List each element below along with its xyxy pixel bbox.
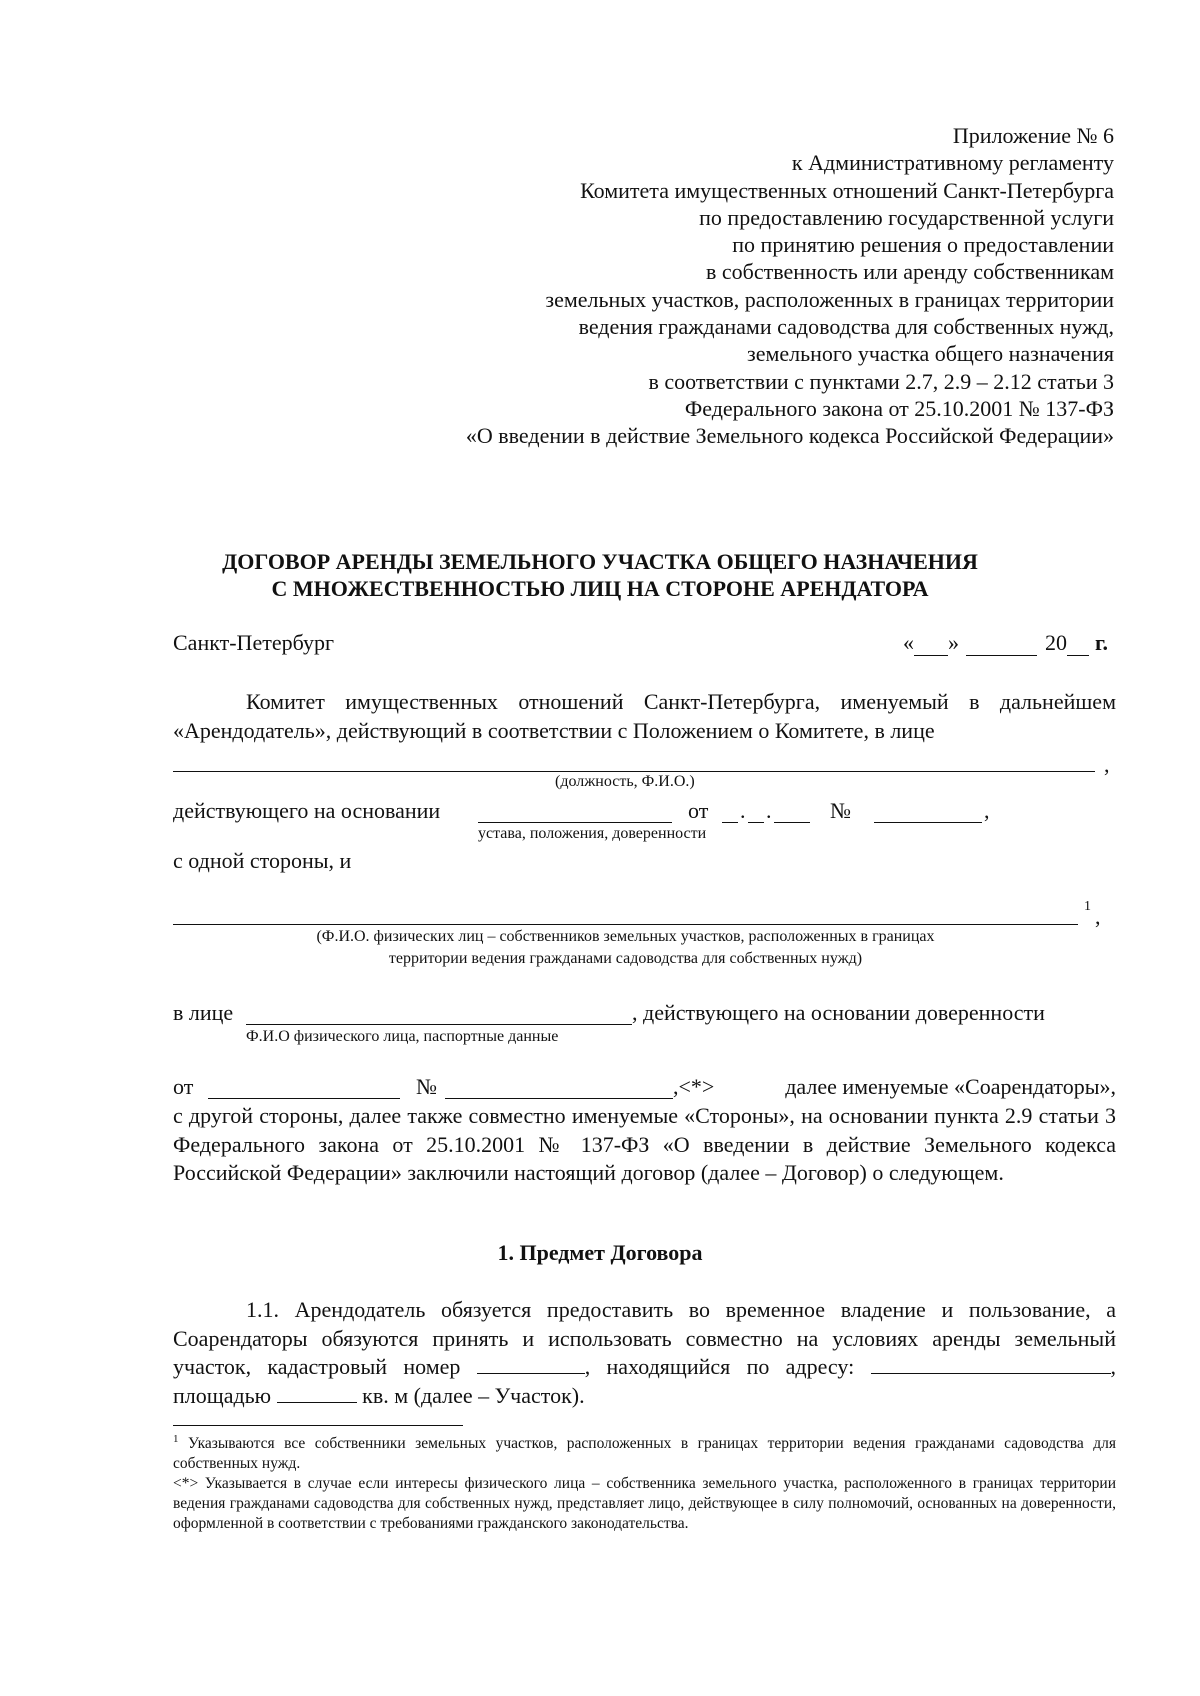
cadastral-number-blank[interactable] [477, 1357, 585, 1374]
basis-month-blank[interactable] [748, 822, 764, 823]
area-blank[interactable] [277, 1386, 357, 1403]
comma: , [984, 798, 990, 823]
clause-1-1 [173, 1296, 1116, 1410]
tenants-label: далее именуемые «Соарендаторы», [785, 1074, 1116, 1099]
header-line: Федерального закона от 25.10.2001 № 137-ФЗ [684, 395, 1114, 421]
date-year-suffix: г. [1095, 630, 1109, 655]
owners-names-blank[interactable] [173, 924, 1078, 925]
title-line-2: С МНОЖЕСТВЕННОСТЬЮ ЛИЦ НА СТОРОНЕ АРЕНДАТОРА [271, 576, 929, 601]
document-title [100, 548, 1100, 602]
proxy-number-blank[interactable] [445, 1098, 673, 1099]
number2-label: № [416, 1074, 437, 1099]
basis-document-blank[interactable] [478, 822, 672, 823]
from2-label: от [173, 1074, 194, 1099]
position-name-blank[interactable] [173, 771, 1095, 772]
header-line: по принятию решения о предоставлении [732, 232, 1114, 258]
representative-blank[interactable] [246, 1024, 632, 1025]
proxy-date-blank[interactable] [208, 1098, 400, 1099]
basis-number-blank[interactable] [874, 822, 982, 823]
day-blank[interactable] [914, 655, 948, 656]
owners-caption-line-2: территории ведения гражданами садоводства для собственных нужд) [388, 950, 863, 967]
document-page: Приложение № 6 к Административному регламенту Комитета имущественных отношений Санкт-Петербурга по предоставлению государственной услуги по принятию решения о предоставлении в собственность или аренду собственникам земельных участков, расположенных в границах территории ведения гражданами садоводства для собственных нужд, земельного участка общего назначения в соответствии с пунктами 2.7, 2.9 – 2.12 статьи 3 Федерального закона от 25.10.2001 № 137-ФЗ «О введении в действие Земельного кодекса Российской Федерации» ДОГОВОР АРЕНДЫ ЗЕМЕЛЬНОГО УЧАСТКА ОБЩЕГО НАЗНАЧЕНИЯ С МНОЖЕСТВЕННОСТЬЮ ЛИЦ НА СТОРОНЕ АРЕНДАТОРА Санкт-Петербург « » 20 г. Комитет имущественных отношений Санкт-Петербурга, именуемый в дальнейшем «Арендодатель», действующий в соответствии с Положением о Комитете, в лице , (должность, Ф.И.О.) действующего на основании от . . № , устава, положения, доверенности с одной стороны, и 1 , (Ф.И.О. физических лиц – собственников земельных участков, расположенных в границах территории ведения гражданами садоводства для собственных нужд) в лице , действующего на основании доверенности Ф.И.О физического лица, паспортные данные от № ,<*> далее именуемые «Соарендаторы», с другой стороны, далее также совместно именуемые «Стороны», на основании пункта 2.9 статьи 3 Федерального закона от 25.10.2001 № 137-ФЗ «О введении в действие Земельного кодекса Российской Федерации» заключили настоящий договор (далее – Договор) о следующем. 1. Предмет Договора 1.1. Арендодатель обязуется предоставить во временное владение и пользование, а Соарендаторы обязуются принять и использовать совместно на условиях аренды земельный участок, кадастровый номер , находящийся по адресу: , площадью кв. м (далее – Участок). $^1$ Указываются все собственники земельных участков, расположенных в границах территории ведения гражданами садоводства для собственных нужд. <*> Указывается в случае если интересы физического лица – собственника земельного участка, расположенного в границах территории ведения гражданами садоводства для собственных нужд, представляет лицо, действующее в силу полномочий, основанных на доверенности, оформленной в соответствии с требованиями гражданского законодательства. [0, 0, 1200, 1696]
number-label: № [830, 798, 851, 823]
footnote-1-text: Указываются все собственники земельных участков, расположенных в границах территории ведения гражданами садоводства для собственных нужд. [173, 1435, 1117, 1472]
position-caption: (должность, Ф.И.О.) [555, 773, 695, 790]
footnote-separator [173, 1425, 463, 1426]
month-blank[interactable] [966, 655, 1037, 656]
date-open-quote: « [903, 630, 914, 655]
parties-paragraph: с другой стороны, далее также совместно именуемые «Стороны», на основании пункта 2.9 статьи 3 Федерального закона от 25.10.2001 № 137-ФЗ «О введении в действие Земельного кодекса Российской Федерации» заключили настоящий договор (далее – Договор) о следующем. [173, 1103, 1116, 1185]
footnote-1 [173, 1434, 1116, 1474]
footnote-star: <*> Указывается в случае если интересы физического лица – собственника земельного участка, расположенного в границах территории ведения гражданами садоводства для собственных нужд, представляет лицо, действующее в силу полномочий, основанных на доверенности, оформленной в соответствии с требованиями гражданского законодательства. [173, 1475, 1116, 1532]
header-line: к Административному регламенту [791, 150, 1114, 176]
clause-1-1-end: кв. м (далее – Участок). [362, 1382, 585, 1408]
header-line: в собственность или аренду собственникам [706, 259, 1114, 285]
section-1-heading: 1. Предмет Договора [497, 1240, 703, 1265]
from-label: от [688, 798, 709, 823]
header-line: по предоставлению государственной услуги [699, 204, 1114, 230]
basis-day-blank[interactable] [722, 822, 738, 823]
date-dot: . [766, 798, 772, 823]
one-side-label: с одной стороны, и [173, 848, 352, 873]
clause-1-1-text: 1.1. Арендодатель обязуется предоставить во временное владение и пользование, а Соарендаторы обязуются принять и использовать совместно на условиях аренды земельный участок, кадастровый номер [173, 1297, 1116, 1379]
appendix-header [334, 122, 1114, 450]
person-caption: Ф.И.О физического лица, паспортные данные [246, 1028, 559, 1045]
comma: , [1104, 752, 1110, 777]
year-blank[interactable] [1067, 655, 1089, 656]
header-line: в соответствии с пунктами 2.7, 2.9 – 2.12 статьи 3 [648, 368, 1114, 394]
comma: , [1095, 904, 1101, 929]
header-line: ведения гражданами садоводства для собственных нужд, [578, 314, 1114, 340]
place-label: Санкт-Петербург [173, 630, 334, 655]
header-line: земельного участка общего назначения [747, 341, 1114, 367]
date-close-quote: » [948, 630, 959, 655]
footnote-1-mark: 1 [173, 1433, 179, 1445]
clause-1-1-address-label: , находящийся по адресу: [584, 1354, 855, 1379]
in-person-label: в лице [173, 1000, 234, 1025]
owners-caption-line-1: (Ф.И.О. физических лиц – собственников земельных участков, расположенных в границах [316, 928, 935, 945]
basis-caption: устава, положения, доверенности [478, 825, 707, 842]
proxy-basis-label: , действующего на основании доверенности [632, 1000, 1045, 1025]
star-mark: ,<*> [673, 1074, 715, 1099]
header-line: земельных участков, расположенных в границах территории [545, 286, 1114, 312]
basis-year-blank[interactable] [774, 822, 810, 823]
footnotes [173, 1434, 1116, 1534]
intro-paragraph: Комитет имущественных отношений Санкт-Петербурга, именуемый в дальнейшем «Арендодатель», действующий в соответствии с Положением о Комитете, в лице [173, 689, 1116, 743]
basis-label: действующего на основании [173, 798, 441, 823]
clause-1-1-area-label: , площадью [173, 1354, 1116, 1408]
header-line: Комитета имущественных отношений Санкт-Петербурга [580, 177, 1114, 203]
date-century: 20 [1045, 630, 1067, 655]
address-blank[interactable] [871, 1357, 1111, 1374]
header-line: «О введении в действие Земельного кодекса Российской Федерации» [465, 423, 1114, 449]
date-dot: . [740, 798, 746, 823]
title-line-1: ДОГОВОР АРЕНДЫ ЗЕМЕЛЬНОГО УЧАСТКА ОБЩЕГО НАЗНАЧЕНИЯ [222, 549, 978, 574]
header-line: Приложение № 6 [952, 123, 1114, 148]
